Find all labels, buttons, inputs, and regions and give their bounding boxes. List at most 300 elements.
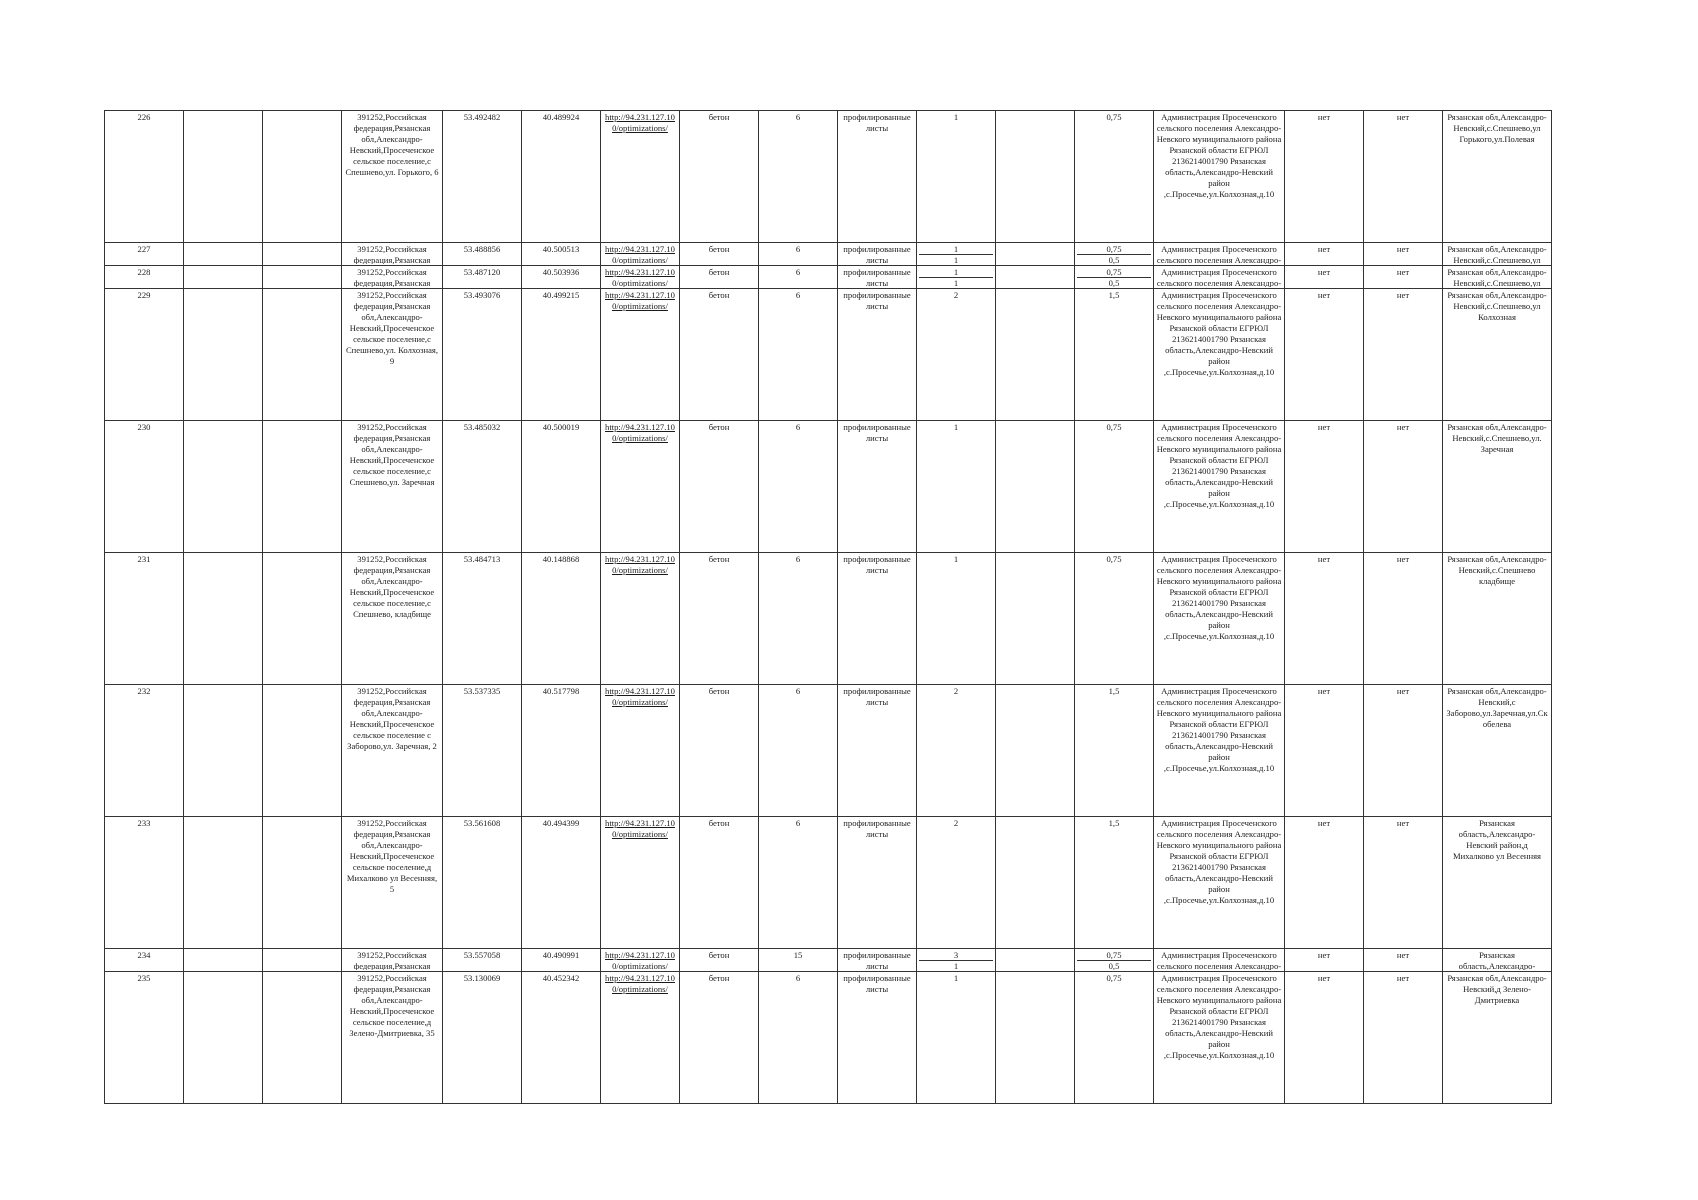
site-link-cell[interactable] (601, 553, 680, 685)
container-count (917, 421, 996, 553)
owner-info (1154, 421, 1285, 553)
flag-1 (1285, 949, 1364, 972)
flag-2-text: нет (1396, 267, 1410, 277)
surface-type-text: бетон (708, 112, 730, 122)
owner-info-text: Администрация Просеченского сельского поселения Александро- (1156, 267, 1282, 287)
waste-source (1443, 817, 1552, 949)
empty-cell (263, 243, 342, 266)
fence-type-text: профилированные листы (843, 267, 911, 287)
flag-2-text: нет (1396, 818, 1410, 828)
site-address (342, 972, 443, 1104)
site-link[interactable]: http://94.231.127.100/optimizations/ (605, 686, 675, 707)
flag-2 (1364, 553, 1443, 685)
container-count (917, 685, 996, 817)
flag-1 (1285, 421, 1364, 553)
owner-info (1154, 817, 1285, 949)
empty-cell (263, 266, 342, 289)
fence-type (838, 972, 917, 1104)
site-link-cell[interactable] (601, 949, 680, 972)
empty-cell (996, 111, 1075, 243)
empty-cell (263, 972, 342, 1104)
container-count (917, 111, 996, 243)
site-link-cell[interactable] (601, 111, 680, 243)
flag-2-text: нет (1396, 973, 1410, 983)
site-area-text: 6 (795, 818, 801, 828)
site-area (759, 949, 838, 972)
site-address-text: 391252,Российская федерация,Рязанская (353, 950, 431, 970)
longitude-text: 40.503936 (542, 267, 580, 277)
latitude (443, 949, 522, 972)
site-link[interactable]: http://94.231.127.100/optimizations/ (605, 818, 675, 839)
fence-type (838, 111, 917, 243)
latitude-text: 53.492482 (463, 112, 501, 122)
flag-1 (1285, 972, 1364, 1104)
site-link-cell[interactable] (601, 817, 680, 949)
waste-source-text: Рязанская обл,Александро-Невский,с Заборово,ул.Заречная,ул.Скобелева (1446, 686, 1548, 729)
waste-source (1443, 685, 1552, 817)
site-address-text: 391252,Российская федерация,Рязанская обл,Александро-Невский,Просеченское сельское поселение,с Спешнево,ул. Горького, 6 (345, 112, 439, 177)
container-volume-text: 0,75 (1106, 554, 1122, 564)
site-link[interactable]: http://94.231.127.100/optimizations/ (605, 267, 675, 287)
empty-cell (184, 972, 263, 1104)
empty-cell (996, 685, 1075, 817)
latitude (443, 289, 522, 421)
longitude (522, 243, 601, 266)
surface-type-text: бетон (708, 950, 730, 960)
site-area (759, 685, 838, 817)
flag-1 (1285, 111, 1364, 243)
surface-type-text: бетон (708, 686, 730, 696)
container-volume-text: 0,75 (1106, 112, 1122, 122)
flag-2 (1364, 111, 1443, 243)
waste-source-text: Рязанская обл,Александро-Невский,с.Спешнево,ул. Заречная (1447, 422, 1547, 454)
owner-info (1154, 111, 1285, 243)
site-area-text: 6 (795, 267, 801, 277)
waste-source-text: Рязанская обл,Александро-Невский,с.Спешнево,ул Колхозная (1447, 290, 1547, 322)
longitude-text: 40.500513 (542, 244, 580, 254)
surface-type (680, 972, 759, 1104)
longitude-text: 40.494399 (542, 818, 580, 828)
waste-source-text: Рязанская обл,Александро-Невский,с.Спешнево кладбище (1447, 554, 1547, 586)
site-link-cell[interactable] (601, 685, 680, 817)
empty-cell (184, 289, 263, 421)
empty-cell (184, 266, 263, 289)
fence-type (838, 685, 917, 817)
empty-cell (263, 111, 342, 243)
latitude (443, 685, 522, 817)
fence-type-text: профилированные листы (843, 290, 911, 311)
surface-type-text: бетон (708, 290, 730, 300)
fence-type-text: профилированные листы (843, 422, 911, 443)
surface-type (680, 266, 759, 289)
fence-type (838, 817, 917, 949)
empty-cell (184, 111, 263, 243)
surface-type (680, 685, 759, 817)
container-volume (1075, 817, 1154, 949)
empty-cell (184, 949, 263, 972)
container-volume (1075, 972, 1154, 1104)
site-address-text: 391252,Российская федерация,Рязанская обл,Александро-Невский,Просеченское сельское поселение с Заборово,ул. Заречная, 2 (347, 686, 437, 751)
owner-info (1154, 266, 1285, 289)
table-row (105, 553, 1552, 685)
site-link-cell[interactable] (601, 266, 680, 289)
fence-type-text: профилированные листы (843, 950, 911, 970)
flag-1 (1285, 685, 1364, 817)
flag-2 (1364, 949, 1443, 972)
container-count (917, 949, 996, 972)
container-volume-text: 1,5 (1108, 290, 1120, 300)
container-count-text: 2 (953, 686, 959, 696)
flag-2-text: нет (1396, 686, 1410, 696)
container-volume-text: 0,75 (1106, 422, 1122, 432)
owner-info-text: Администрация Просеченского сельского поселения Александро-Невского муниципального района Рязанской области ЕГРЮЛ 2136214001790 Рязанская область,Александро-Невский район ,с.Просечье,ул.Колхозная,д.10 (1156, 290, 1282, 377)
container-volume-part: 0,5 (1077, 277, 1151, 287)
latitude (443, 243, 522, 266)
flag-2 (1364, 972, 1443, 1104)
empty-cell (996, 972, 1075, 1104)
site-area-text: 6 (795, 244, 801, 254)
site-address (342, 243, 443, 266)
container-count-text: 1 (953, 554, 959, 564)
container-count-part: 1 (953, 244, 959, 254)
container-count (917, 289, 996, 421)
site-area (759, 289, 838, 421)
row-number (105, 243, 184, 266)
latitude-text: 53.487120 (463, 267, 501, 277)
surface-type-text: бетон (708, 267, 730, 277)
flag-1 (1285, 817, 1364, 949)
fence-type (838, 421, 917, 553)
longitude (522, 685, 601, 817)
site-link-cell[interactable] (601, 421, 680, 553)
site-address-text: 391252,Российская федерация,Рязанская обл,Александро-Невский,Просеченское сельское поселение,с Спешнево, кладбище (349, 554, 435, 619)
row-number (105, 289, 184, 421)
latitude-text: 53.493076 (463, 290, 501, 300)
site-area-text: 6 (795, 290, 801, 300)
container-count (917, 553, 996, 685)
empty-cell (996, 421, 1075, 553)
site-link[interactable]: http://94.231.127.100/optimizations/ (605, 290, 675, 311)
fence-type (838, 266, 917, 289)
site-address (342, 266, 443, 289)
site-link-cell[interactable] (601, 243, 680, 266)
owner-info (1154, 972, 1285, 1104)
site-area (759, 817, 838, 949)
owner-info-text: Администрация Просеченского сельского поселения Александро-Невского муниципального района Рязанской области ЕГРЮЛ 2136214001790 Рязанская область,Александро-Невский район ,с.Просечье,ул.Колхозная,д.10 (1156, 686, 1282, 773)
flag-2 (1364, 421, 1443, 553)
empty-cell (263, 685, 342, 817)
waste-source-text: Рязанская обл,Александро-Невский,д Зелено-Дмитриевка (1447, 973, 1547, 1005)
row-number (105, 553, 184, 685)
fence-type (838, 243, 917, 266)
owner-info (1154, 553, 1285, 685)
site-area (759, 266, 838, 289)
container-count-text: 2 (953, 290, 959, 300)
surface-type (680, 289, 759, 421)
table-body (105, 111, 1552, 1104)
site-address (342, 817, 443, 949)
longitude-text: 40.452342 (542, 973, 580, 983)
container-count-text: 1 (953, 973, 959, 983)
waste-source (1443, 111, 1552, 243)
container-volume-part: 0,75 (1106, 244, 1122, 254)
flag-2 (1364, 685, 1443, 817)
flag-1-text: нет (1317, 554, 1331, 564)
container-count (917, 972, 996, 1104)
surface-type-text: бетон (708, 973, 730, 983)
container-count (917, 817, 996, 949)
latitude (443, 421, 522, 553)
site-area-text: 6 (795, 422, 801, 432)
surface-type (680, 421, 759, 553)
site-address (342, 289, 443, 421)
container-count-part: 1 (919, 254, 993, 264)
row-number-text: 230 (137, 422, 151, 432)
site-area-text: 6 (795, 112, 801, 122)
container-count (917, 266, 996, 289)
surface-type (680, 553, 759, 685)
surface-type-text: бетон (708, 244, 730, 254)
fence-type-text: профилированные листы (843, 244, 911, 264)
empty-cell (263, 553, 342, 685)
container-volume (1075, 266, 1154, 289)
container-count-part: 1 (919, 960, 993, 970)
owner-info (1154, 289, 1285, 421)
container-volume-part: 0,75 (1106, 950, 1122, 960)
latitude-text: 53.561608 (463, 818, 501, 828)
empty-cell (996, 266, 1075, 289)
flag-1 (1285, 289, 1364, 421)
empty-cell (996, 949, 1075, 972)
empty-cell (996, 243, 1075, 266)
site-area (759, 111, 838, 243)
owner-info-text: Администрация Просеченского сельского поселения Александро- (1156, 244, 1282, 264)
fence-type-text: профилированные листы (843, 818, 911, 839)
fence-type (838, 289, 917, 421)
container-count (917, 243, 996, 266)
flag-1 (1285, 243, 1364, 266)
container-count-text: 1 (953, 112, 959, 122)
longitude (522, 111, 601, 243)
waste-source (1443, 553, 1552, 685)
owner-info (1154, 243, 1285, 266)
longitude-text: 40.517798 (542, 686, 580, 696)
site-address-text: 391252,Российская федерация,Рязанская (353, 244, 431, 264)
flag-1-text: нет (1317, 422, 1331, 432)
table-row (105, 111, 1552, 243)
longitude (522, 266, 601, 289)
site-address (342, 553, 443, 685)
flag-1-text: нет (1317, 950, 1331, 960)
flag-2 (1364, 243, 1443, 266)
surface-type-text: бетон (708, 818, 730, 828)
longitude-text: 40.500019 (542, 422, 580, 432)
flag-2-text: нет (1396, 422, 1410, 432)
latitude (443, 817, 522, 949)
row-number (105, 949, 184, 972)
table-row (105, 243, 1552, 266)
table-row (105, 421, 1552, 553)
site-address (342, 949, 443, 972)
latitude-text: 53.537335 (463, 686, 501, 696)
waste-source-text: Рязанская обл,Александро-Невский,с.Спешнево,ул (1447, 244, 1547, 264)
fence-type-text: профилированные листы (843, 112, 911, 133)
latitude-text: 53.488856 (463, 244, 501, 254)
site-area (759, 421, 838, 553)
container-volume (1075, 685, 1154, 817)
container-volume-text: 1,5 (1108, 818, 1120, 828)
row-number (105, 111, 184, 243)
site-link[interactable]: http://94.231.127.100/optimizations/ (605, 422, 675, 443)
waste-source (1443, 243, 1552, 266)
site-address-text: 391252,Российская федерация,Рязанская обл,Александро-Невский,Просеченское сельское поселение,д Зелено-Дмитриевка, 35 (349, 973, 435, 1038)
surface-type (680, 949, 759, 972)
latitude (443, 972, 522, 1104)
longitude-text: 40.499215 (542, 290, 580, 300)
longitude-text: 40.490991 (542, 950, 580, 960)
site-address-text: 391252,Российская федерация,Рязанская обл,Александро-Невский,Просеченское сельское поселение,с Спешнево,ул. Колхозная, 9 (345, 290, 439, 366)
container-volume (1075, 421, 1154, 553)
fence-type-text: профилированные листы (843, 554, 911, 575)
container-volume (1075, 949, 1154, 972)
row-number-text: 227 (137, 244, 151, 254)
container-volume-part: 0,5 (1077, 960, 1151, 970)
owner-info-text: Администрация Просеченского сельского поселения Александро-Невского муниципального района Рязанской области ЕГРЮЛ 2136214001790 Рязанская область,Александро-Невский район ,с.Просечье,ул.Колхозная,д.10 (1156, 973, 1282, 1060)
empty-cell (996, 289, 1075, 421)
surface-type (680, 111, 759, 243)
waste-source-text: Рязанская обл,Александро-Невский,с.Спешнево,ул (1447, 267, 1547, 287)
latitude (443, 553, 522, 685)
table-row (105, 972, 1552, 1104)
container-volume-text: 0,75 (1106, 973, 1122, 983)
flag-2 (1364, 817, 1443, 949)
waste-source-text: Рязанская область,Александро-Невский район,д Михалково ул Весенняя (1452, 818, 1542, 861)
row-number-text: 229 (137, 290, 151, 300)
site-link[interactable]: http://94.231.127.100/optimizations/ (605, 554, 675, 575)
site-area-text: 6 (795, 686, 801, 696)
container-count-text: 1 (953, 422, 959, 432)
empty-cell (184, 817, 263, 949)
flag-2-text: нет (1396, 112, 1410, 122)
flag-1-text: нет (1317, 686, 1331, 696)
owner-info-text: Администрация Просеченского сельского поселения Александро-Невского муниципального района Рязанской области ЕГРЮЛ 2136214001790 Рязанская область,Александро-Невский район ,с.Просечье,ул.Колхозная,д.10 (1156, 554, 1282, 641)
container-volume (1075, 111, 1154, 243)
empty-cell (263, 421, 342, 553)
owner-info-text: Администрация Просеченского сельского поселения Александро-Невского муниципального района Рязанской области ЕГРЮЛ 2136214001790 Рязанская область,Александро-Невский район ,с.Просечье,ул.Колхозная,д.10 (1156, 422, 1282, 509)
container-count-text: 2 (953, 818, 959, 828)
row-number (105, 685, 184, 817)
empty-cell (184, 553, 263, 685)
flag-2-text: нет (1396, 244, 1410, 254)
flag-1-text: нет (1317, 290, 1331, 300)
row-number-text: 231 (137, 554, 151, 564)
waste-source (1443, 289, 1552, 421)
table-row (105, 289, 1552, 421)
site-link[interactable]: http://94.231.127.100/optimizations/ (605, 950, 675, 970)
flag-2-text: нет (1396, 554, 1410, 564)
table-row (105, 685, 1552, 817)
site-address (342, 111, 443, 243)
table-row (105, 817, 1552, 949)
waste-source (1443, 421, 1552, 553)
owner-info-text: Администрация Просеченского сельского поселения Александро- (1156, 950, 1282, 970)
longitude (522, 817, 601, 949)
empty-cell (184, 421, 263, 553)
empty-cell (996, 817, 1075, 949)
site-link[interactable]: http://94.231.127.100/optimizations/ (605, 244, 675, 264)
site-area-text: 15 (793, 950, 803, 960)
flag-1 (1285, 553, 1364, 685)
container-volume (1075, 243, 1154, 266)
waste-source (1443, 949, 1552, 972)
longitude-text: 40.148868 (542, 554, 580, 564)
flag-1-text: нет (1317, 244, 1331, 254)
container-count-part: 1 (953, 267, 959, 277)
container-volume (1075, 289, 1154, 421)
latitude-text: 53.557058 (463, 950, 501, 960)
surface-type (680, 817, 759, 949)
flag-1-text: нет (1317, 973, 1331, 983)
flag-2-text: нет (1396, 950, 1410, 960)
row-number (105, 972, 184, 1104)
owner-info (1154, 949, 1285, 972)
empty-cell (184, 685, 263, 817)
site-address-text: 391252,Российская федерация,Рязанская (353, 267, 431, 287)
flag-1 (1285, 266, 1364, 289)
container-volume-part: 0,75 (1106, 267, 1122, 277)
flag-1-text: нет (1317, 112, 1331, 122)
site-area (759, 243, 838, 266)
row-number-text: 232 (137, 686, 151, 696)
flag-2-text: нет (1396, 290, 1410, 300)
site-link[interactable]: http://94.231.127.100/optimizations/ (605, 112, 675, 133)
fence-type-text: профилированные листы (843, 973, 911, 994)
waste-source (1443, 266, 1552, 289)
longitude (522, 972, 601, 1104)
latitude (443, 266, 522, 289)
owner-info-text: Администрация Просеченского сельского поселения Александро-Невского муниципального района Рязанской области ЕГРЮЛ 2136214001790 Рязанская область,Александро-Невский район ,с.Просечье,ул.Колхозная,д.10 (1156, 112, 1282, 199)
row-number (105, 817, 184, 949)
empty-cell (263, 949, 342, 972)
site-area-text: 6 (795, 973, 801, 983)
site-link[interactable]: http://94.231.127.100/optimizations/ (605, 973, 675, 994)
row-number-text: 235 (137, 973, 151, 983)
site-area (759, 553, 838, 685)
surface-type-text: бетон (708, 422, 730, 432)
latitude-text: 53.130069 (463, 973, 501, 983)
site-link-cell[interactable] (601, 972, 680, 1104)
site-link-cell[interactable] (601, 289, 680, 421)
container-count-part: 3 (953, 950, 959, 960)
latitude-text: 53.485032 (463, 422, 501, 432)
latitude-text: 53.484713 (463, 554, 501, 564)
container-volume-text: 1,5 (1108, 686, 1120, 696)
longitude (522, 289, 601, 421)
site-address (342, 421, 443, 553)
longitude (522, 421, 601, 553)
empty-cell (996, 553, 1075, 685)
waste-sites-table (104, 110, 1552, 1104)
owner-info (1154, 685, 1285, 817)
latitude (443, 111, 522, 243)
row-number (105, 421, 184, 553)
site-address-text: 391252,Российская федерация,Рязанская обл,Александро-Невский,Просеченское сельское поселение,д Михалково ул Весенняя, 5 (346, 818, 438, 894)
site-area (759, 972, 838, 1104)
table-row (105, 949, 1552, 972)
longitude (522, 949, 601, 972)
longitude-text: 40.489924 (542, 112, 580, 122)
flag-2 (1364, 266, 1443, 289)
